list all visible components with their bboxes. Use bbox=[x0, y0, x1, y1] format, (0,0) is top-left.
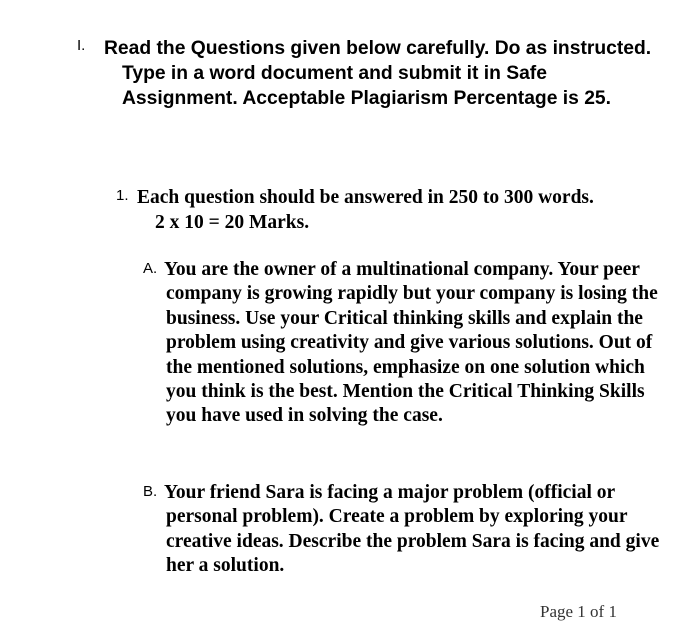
section-i bbox=[77, 36, 657, 111]
question-a bbox=[143, 258, 663, 429]
item-1-marker: 1. bbox=[116, 187, 129, 204]
page-number: Page 1 of 1 bbox=[540, 602, 617, 621]
section-i-instructions: Read the Questions given below carefully. Do as instructed. Type in a word document and submit it in Safe Assignment. Acceptable Plagiarism Percentage is 25. bbox=[104, 38, 652, 109]
section-i-marker: I. bbox=[77, 37, 86, 54]
item-1 bbox=[116, 185, 676, 235]
item-1-text-wrap bbox=[137, 185, 676, 235]
question-b-text: Your friend Sara is facing a major problem (official or personal problem). Create a problem by exploring your creative ideas. Describe the problem Sara is facing and give her a solution. bbox=[164, 482, 660, 577]
question-a-text: You are the owner of a multinational company. Your peer company is growing rapidly but your company is losing the business. Use your Critical thinking skills and explain the problem using creativity and give various solutions. Out of the mentioned solutions, emphasize on one solution which you think is the best. Mention the Critical Thinking Skills you have used in solving the case. bbox=[164, 259, 658, 427]
item-1-marks: 2 x 10 = 20 Marks. bbox=[155, 212, 310, 233]
item-1-text: Each question should be answered in 250 to 300 words. bbox=[137, 187, 594, 208]
question-b bbox=[143, 481, 663, 579]
question-b-marker: B. bbox=[143, 483, 158, 500]
question-a-marker: A. bbox=[143, 260, 158, 277]
